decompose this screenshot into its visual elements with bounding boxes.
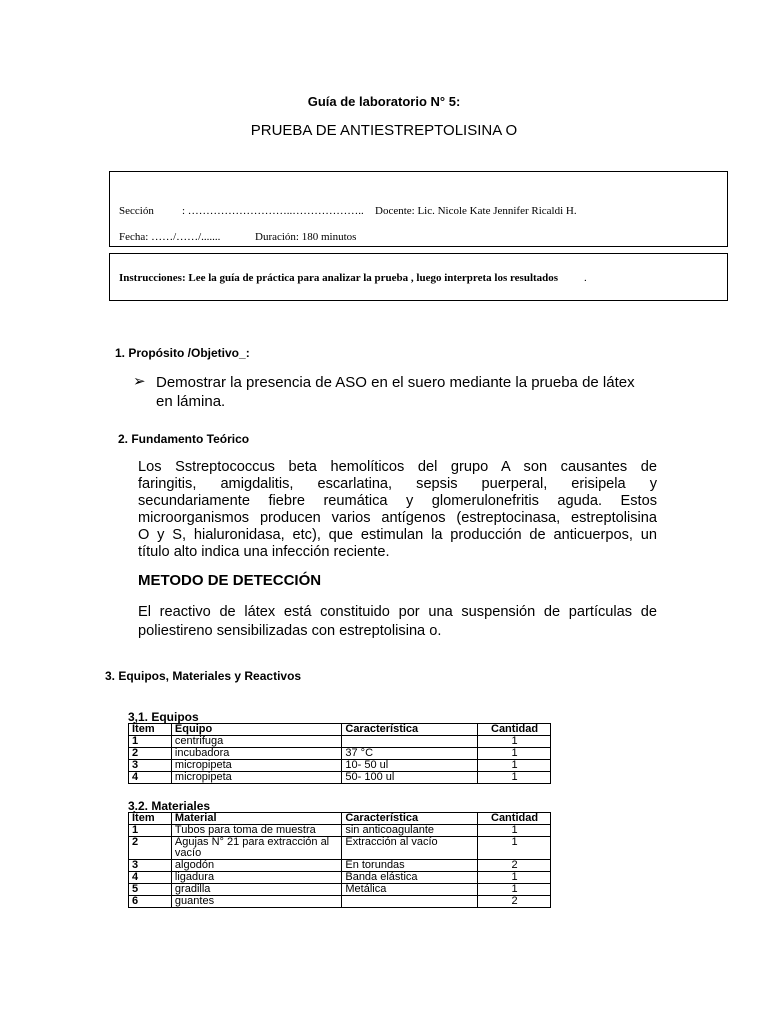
cell-name: gradilla bbox=[171, 884, 341, 896]
cell-qty: 1 bbox=[478, 872, 551, 884]
materiales-title: 3.2. Materiales bbox=[128, 799, 211, 813]
method-heading: METODO DE DETECCIÓN bbox=[138, 572, 322, 589]
materiales-table bbox=[128, 812, 551, 908]
cell-item: 2 bbox=[129, 748, 172, 760]
method-paragraph bbox=[138, 603, 657, 641]
instructions-trail: . bbox=[584, 272, 587, 284]
date-field: Fecha: ……/……/....... bbox=[119, 231, 221, 243]
table-header-row bbox=[129, 813, 551, 825]
objective-line2: en lámina. bbox=[156, 393, 226, 410]
fundamento-line: microorganismos producen varios antígenos (estreptocinasa, estreptolisina bbox=[138, 510, 657, 526]
cell-qty: 2 bbox=[478, 896, 551, 908]
cell-item: 3 bbox=[129, 760, 172, 772]
table-row bbox=[129, 896, 551, 908]
equipos-title: 3,1. Equipos bbox=[128, 710, 199, 724]
table-row bbox=[129, 748, 551, 760]
cell-feature: 50- 100 ul bbox=[342, 772, 478, 784]
section3-heading: 3. Equipos, Materiales y Reactivos bbox=[105, 669, 302, 683]
cell-feature: 10- 50 ul bbox=[342, 760, 478, 772]
objective-line1: Demostrar la presencia de ASO en el suero mediante la prueba de látex bbox=[156, 374, 635, 391]
table-row bbox=[129, 760, 551, 772]
instructions-text: Instrucciones: Lee la guía de práctica para analizar la prueba , luego interpreta los resultados bbox=[119, 272, 559, 284]
fundamento-paragraph bbox=[138, 459, 657, 561]
table-row bbox=[129, 860, 551, 872]
fundamento-line: título alto indica una infección reciente. bbox=[138, 544, 390, 560]
cell-feature: Metálica bbox=[342, 884, 478, 896]
info-box bbox=[109, 171, 728, 247]
cell-qty: 1 bbox=[478, 837, 551, 860]
cell-feature: Extracción al vacío bbox=[342, 837, 478, 860]
guide-title: Guía de laboratorio N° 5: bbox=[307, 94, 461, 109]
fundamento-line: faringitis, amigdalitis, escarlatina, sepsis puerperal, erisipela y bbox=[138, 476, 657, 492]
cell-feature bbox=[342, 896, 478, 908]
cell-name: micropipeta bbox=[171, 772, 341, 784]
instructions-box bbox=[109, 253, 728, 301]
table-row bbox=[129, 736, 551, 748]
header-item: Ítem bbox=[129, 813, 172, 825]
bullet-arrow-icon: ➢ bbox=[133, 373, 146, 390]
cell-item: 1 bbox=[129, 736, 172, 748]
method-line: El reactivo de látex está constituido por una suspensión de partículas de bbox=[138, 604, 657, 620]
fundamento-line: secundariamente fiebre reumática y glomerulonefritis aguda. Estos bbox=[138, 493, 657, 509]
cell-item: 4 bbox=[129, 772, 172, 784]
cell-name: micropipeta bbox=[171, 760, 341, 772]
cell-feature: En torundas bbox=[342, 860, 478, 872]
fundamento-line: O y S, hialuronidasa, etc), que estimulan la producción de anticuerpos, un bbox=[138, 527, 657, 543]
table-row bbox=[129, 837, 551, 860]
table-row bbox=[129, 825, 551, 837]
duration: Duración: 180 minutos bbox=[255, 231, 357, 243]
cell-name: ligadura bbox=[171, 872, 341, 884]
teacher-name: Docente: Lic. Nicole Kate Jennifer Ricaldi H. bbox=[375, 205, 577, 217]
cell-qty: 1 bbox=[478, 772, 551, 784]
cell-feature: 37 °C bbox=[342, 748, 478, 760]
cell-item: 5 bbox=[129, 884, 172, 896]
header-material: Material bbox=[171, 813, 341, 825]
cell-feature: sin anticoagulante bbox=[342, 825, 478, 837]
cell-qty: 1 bbox=[478, 748, 551, 760]
cell-item: 4 bbox=[129, 872, 172, 884]
cell-name: centrifuga bbox=[171, 736, 341, 748]
cell-item: 1 bbox=[129, 825, 172, 837]
header-equipo: Equipo bbox=[171, 724, 341, 736]
cell-name: Agujas N° 21 para extracción al vacío bbox=[171, 837, 341, 860]
cell-name: incubadora bbox=[171, 748, 341, 760]
cell-qty: 1 bbox=[478, 825, 551, 837]
cell-qty: 1 bbox=[478, 884, 551, 896]
cell-qty: 2 bbox=[478, 860, 551, 872]
header-item: Ítem bbox=[129, 724, 172, 736]
method-line: poliestireno sensibilizadas con estreptolisina o. bbox=[138, 623, 442, 639]
fundamento-line: Los Sstreptococcus beta hemolíticos del grupo A son causantes de bbox=[138, 459, 657, 475]
cell-item: 6 bbox=[129, 896, 172, 908]
cell-feature: Banda elástica bbox=[342, 872, 478, 884]
section-field: : ………………………..……………….. bbox=[182, 205, 364, 217]
header-feature: Característica bbox=[342, 724, 478, 736]
header-qty: Cantidad bbox=[478, 813, 551, 825]
table-header-row bbox=[129, 724, 551, 736]
cell-name: guantes bbox=[171, 896, 341, 908]
table-row bbox=[129, 872, 551, 884]
table-row bbox=[129, 772, 551, 784]
cell-name: algodón bbox=[171, 860, 341, 872]
test-title: PRUEBA DE ANTIESTREPTOLISINA O bbox=[250, 122, 518, 139]
header-qty: Cantidad bbox=[478, 724, 551, 736]
table-row bbox=[129, 884, 551, 896]
section-label: Sección bbox=[119, 205, 154, 217]
cell-feature bbox=[342, 736, 478, 748]
cell-qty: 1 bbox=[478, 760, 551, 772]
equipos-table bbox=[128, 723, 551, 784]
section1-heading: 1. Propósito /Objetivo_: bbox=[115, 346, 250, 360]
cell-item: 3 bbox=[129, 860, 172, 872]
cell-name: Tubos para toma de muestra bbox=[171, 825, 341, 837]
section2-heading: 2. Fundamento Teórico bbox=[118, 432, 250, 446]
cell-qty: 1 bbox=[478, 736, 551, 748]
cell-item: 2 bbox=[129, 837, 172, 860]
header-feature: Característica bbox=[342, 813, 478, 825]
